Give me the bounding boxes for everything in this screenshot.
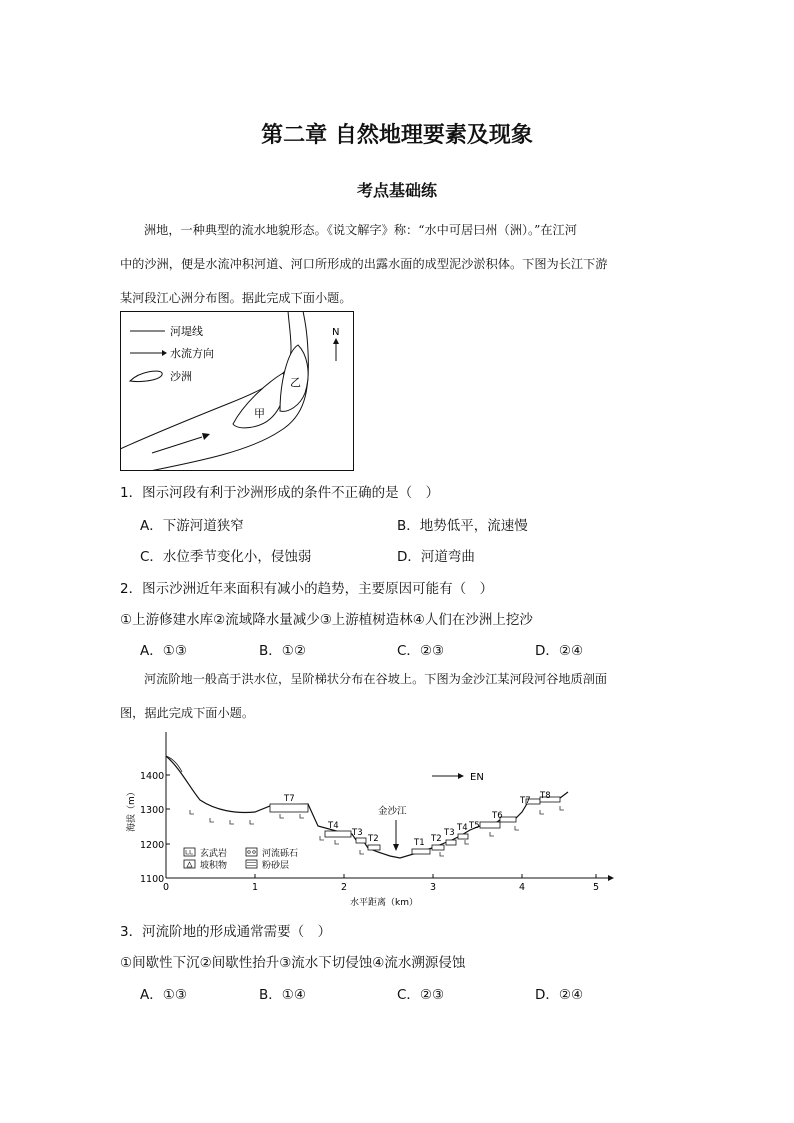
x-tick-3: 3 xyxy=(430,882,437,893)
q3-option-d[interactable]: D．②④ xyxy=(535,987,584,1003)
sandbar-map xyxy=(120,311,354,471)
north-label: N xyxy=(332,327,340,338)
q1-option-b[interactable]: B．地势低平，流速慢 xyxy=(397,518,528,534)
question-3-items: ①间歇性下沉②间歇性抬升③流水下切侵蚀④流水溯源侵蚀 xyxy=(120,955,466,971)
legend-basalt: 玄武岩 xyxy=(200,849,228,859)
passage-2-line-2: 图，据此完成下面小题。 xyxy=(120,706,255,720)
sandbar-jia-label: 甲 xyxy=(254,407,265,420)
profile-legend xyxy=(184,847,298,871)
x-axis-label: 水平距离（km） xyxy=(350,898,418,908)
question-2-items: ①上游修建水库②流域降水量减少③上游植树造林④人们在沙洲上挖沙 xyxy=(120,612,533,628)
legend-silt: 粉砂层 xyxy=(262,861,290,871)
passage-1 xyxy=(120,213,680,315)
legend-dike-label: 河堤线 xyxy=(170,325,203,338)
chapter-title: 第二章 自然地理要素及现象 xyxy=(261,122,533,148)
terrace-label-t4-right: T4 xyxy=(457,823,468,833)
legend-gravel: 河流砾石 xyxy=(262,849,299,859)
x-tick-1: 1 xyxy=(252,882,259,893)
legend-flow-label: 水流方向 xyxy=(170,347,214,360)
x-tick-5: 5 xyxy=(593,882,600,893)
passage-2 xyxy=(120,662,680,730)
x-tick-2: 2 xyxy=(341,882,348,893)
legend-sandbar-label: 沙洲 xyxy=(170,370,192,383)
terrace-label-t3-left: T3 xyxy=(352,828,363,838)
y-tick-1100: 1100 xyxy=(140,874,165,885)
x-tick-0: 0 xyxy=(163,882,170,893)
q3-option-a[interactable]: A．①③ xyxy=(140,987,187,1003)
q1-option-d[interactable]: D．河道弯曲 xyxy=(397,549,475,565)
terrace-label-t1: T1 xyxy=(414,838,425,848)
question-2-stem: 2．图示沙洲近年来面积有减小的趋势，主要原因可能有（ ） xyxy=(120,581,494,597)
passage-2-line-1: 河流阶地一般高于洪水位，呈阶梯状分布在谷坡上。下图为金沙江某河段河谷地质剖面 xyxy=(144,672,608,686)
y-axis-label: 海拔（m） xyxy=(127,787,137,832)
y-tick-1300: 1300 xyxy=(140,805,165,816)
terrace-label-t8: T8 xyxy=(540,791,551,801)
x-ticks xyxy=(163,874,599,893)
passage-1-line-2: 中的沙洲，便是水流冲积河道、河口所形成的出露水面的成型泥沙淤积体。下图为长江下游 xyxy=(120,257,608,271)
x-tick-4: 4 xyxy=(519,882,526,893)
q2-option-d[interactable]: D．②④ xyxy=(535,643,584,659)
legend-slope: 坡积物 xyxy=(200,861,228,871)
q1-option-a[interactable]: A．下游河道狭窄 xyxy=(140,518,244,534)
terrace-label-t5: T5 xyxy=(469,821,480,831)
terrace-label-t6: T6 xyxy=(492,811,503,821)
terrace-label-t7-left: T7 xyxy=(284,794,295,804)
terrace-label-t2-left: T2 xyxy=(368,834,379,844)
valley-profile xyxy=(120,728,620,912)
terrace-label-t4-left: T4 xyxy=(328,821,339,831)
q3-option-b[interactable]: B．①④ xyxy=(259,987,306,1003)
sandbar-yi-label: 乙 xyxy=(290,376,301,389)
question-1-stem: 1．图示河段有利于沙洲形成的条件不正确的是（ ） xyxy=(120,485,440,501)
river-label: 金沙江 xyxy=(378,806,407,817)
q2-option-c[interactable]: C．②③ xyxy=(397,643,445,659)
passage-1-line-3: 某河段江心洲分布图。据此完成下面小题。 xyxy=(120,291,352,305)
section-title: 考点基础练 xyxy=(356,181,437,200)
terrace-label-t2-right: T2 xyxy=(431,834,442,844)
terrace-label-t7-right: T7 xyxy=(520,796,531,806)
terrace-label-t3-right: T3 xyxy=(444,828,455,838)
direction-label: EN xyxy=(470,772,484,783)
question-3-stem: 3．河流阶地的形成通常需要（ ） xyxy=(120,924,332,940)
passage-1-line-1: 洲地，一种典型的流水地貌形态。《说文解字》称：“水中可居曰州（洲）。”在江河 xyxy=(144,223,577,237)
terrain-surface xyxy=(166,756,568,858)
q1-option-c[interactable]: C．水位季节变化小，侵蚀弱 xyxy=(140,549,312,565)
q2-option-b[interactable]: B．①② xyxy=(259,643,306,659)
y-tick-1200: 1200 xyxy=(140,840,165,851)
q3-option-c[interactable]: C．②③ xyxy=(397,987,445,1003)
y-tick-1400: 1400 xyxy=(140,771,165,782)
q2-option-a[interactable]: A．①③ xyxy=(140,643,187,659)
